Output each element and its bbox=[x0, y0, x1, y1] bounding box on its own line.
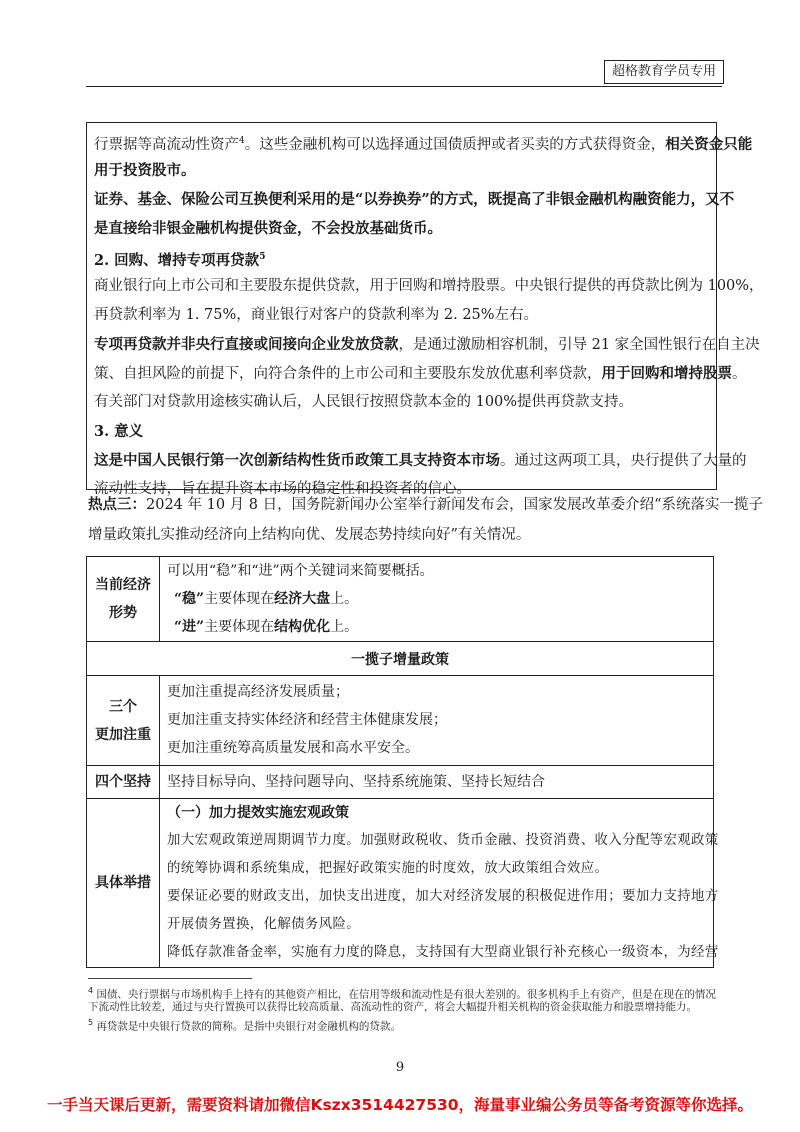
box-line-9: 有关部门对贷款用途核实确认后，人民银行按照贷款本金的 100%提供再贷款支持。 bbox=[94, 394, 634, 410]
measures-line-1: 加大宏观政策逆周期调节力度。加强财政税收、货币金融、投资消费、收入分配等宏观政策 bbox=[167, 833, 719, 848]
table-row bbox=[87, 766, 714, 799]
box-line-11: 流动性支持，旨在提升资本市场的稳定性和投资者的信心。 bbox=[94, 481, 471, 497]
row-label-measures: 具体举措 bbox=[87, 799, 160, 968]
measures-line-2: 的统筹协调和系统集成，把握好政策实施的时度效，放大政策组合效应。 bbox=[167, 861, 609, 876]
exclusive-stamp: 超格教育学员专用 bbox=[604, 60, 724, 84]
measures-line-3: 要保证必要的财政支出，加快支出进度，加大对经济发展的积极促进作用；要加力支持地方 bbox=[167, 889, 719, 904]
table-span-title: 一揽子增量政策 bbox=[87, 642, 714, 676]
measures-title: （一）加力提效实施宏观政策 bbox=[167, 805, 349, 821]
footnote-4-line-2: 下流动性比较差，通过与央行置换可以获得比较高质量、高流动性的资产，将会大幅提升相关机构的资金获取能力和股票增持能力。 bbox=[88, 1001, 697, 1013]
table-row bbox=[87, 557, 714, 642]
promo-banner: 一手当天课后更新，需要资料请加微信Kszx3514427530，海量事业编公务员等备考资源等你选择。 bbox=[46, 1096, 754, 1114]
hotspot-intro-line-1: 热点三：2024 年 10 月 8 日，国务院新闻办公室举行新闻发布会，国家发展改革委介绍“系统落实一揽子 bbox=[88, 496, 764, 513]
footnote-rule bbox=[88, 978, 252, 979]
section-heading-3: 3. 意义 bbox=[94, 423, 144, 440]
focus-item-2: 更加注重支持实体经济和经营主体健康发展； bbox=[167, 712, 447, 728]
footnote-4-line-1: $^4$ 国债、央行票据与市场机构手上持有的其他资产相比，在信用等级和流动性是有很大差别的。很多机构手上有资产，但是在现在的情况 bbox=[88, 986, 716, 1001]
row-label-four-adhere: 四个坚持 bbox=[87, 766, 160, 799]
row-content-measures bbox=[160, 799, 719, 968]
box-line-3: 证券、基金、保险公司互换便利采用的是“以券换券”的方式，既提高了非银金融机构融资能力，又不 bbox=[94, 191, 735, 208]
row-content-three-focus bbox=[160, 676, 714, 766]
table-row bbox=[87, 642, 714, 676]
header-rule bbox=[86, 86, 722, 87]
box-line-10: 这是中国人民银行第一次创新结构性货币政策工具支持资本市场。通过这两项工具，央行提供了大量的 bbox=[94, 452, 747, 469]
table-row bbox=[87, 799, 714, 968]
page-number: 9 bbox=[395, 1060, 405, 1075]
row-label-three-focus: 三个 更加注重 bbox=[87, 676, 160, 766]
box-line-8: 策、自担风险的前提下，向符合条件的上市公司和主要股东发放优惠利率贷款，用于回购和增持股票。 bbox=[94, 365, 747, 382]
box-line-1: 行票据等高流动性资产$^4$。这些金融机构可以选择通过国债质押或者买卖的方式获得资金，相关资金只能 bbox=[94, 135, 753, 153]
box-line-5: 商业银行向上市公司和主要股东提供贷款，用于回购和增持股票。中央银行提供的再贷款比例为 100%， bbox=[94, 278, 764, 294]
footnote-5: $^5$ 再贷款是中央银行贷款的简称。是指中央银行对金融机构的贷款。 bbox=[88, 1018, 401, 1033]
focus-item-3: 更加注重统筹高质量发展和高水平安全。 bbox=[167, 740, 419, 756]
measures-line-4: 开展债务置换，化解债务风险。 bbox=[167, 917, 361, 932]
row-content-four-adhere: 坚持目标导向、坚持问题导向、坚持系统施策、坚持长短结合 bbox=[160, 766, 714, 799]
table-row bbox=[87, 676, 714, 766]
bordered-content-box bbox=[86, 122, 764, 497]
box-line-4: 是直接给非银金融机构提供资金，不会投放基础货币。 bbox=[94, 220, 442, 237]
row-label-economy: 当前经济 形势 bbox=[87, 557, 160, 642]
hotspot-intro-line-2: 增量政策扎实推动经济向上结构向优、发展态势持续向好”有关情况。 bbox=[88, 527, 531, 543]
box-line-7: 专项再贷款并非央行直接或间接向企业发放贷款，是通过激励相容机制，引导 21 家全国性银行在自主决 bbox=[94, 336, 760, 353]
box-line-6: 再贷款利率为 1. 75%，商业银行对客户的贷款利率为 2. 25%左右。 bbox=[94, 307, 539, 323]
box-line-2: 用于投资股市。 bbox=[94, 162, 196, 179]
focus-item-1: 更加注重提高经济发展质量； bbox=[167, 684, 349, 700]
row-content-economy bbox=[160, 557, 714, 642]
section-heading-2: 2. 回购、增持专项再贷款$^5$ bbox=[94, 251, 266, 269]
economy-line-3: “进”主要体现在结构优化上。 bbox=[174, 619, 359, 635]
economy-line-1: 可以用“稳”和“进”两个关键词来简要概括。 bbox=[167, 563, 434, 579]
policy-table bbox=[86, 556, 719, 968]
measures-line-5: 降低存款准备金率，实施有力度的降息，支持国有大型商业银行补充核心一级资本，为经营 bbox=[167, 945, 719, 960]
economy-line-2: “稳”主要体现在经济大盘上。 bbox=[174, 591, 359, 607]
